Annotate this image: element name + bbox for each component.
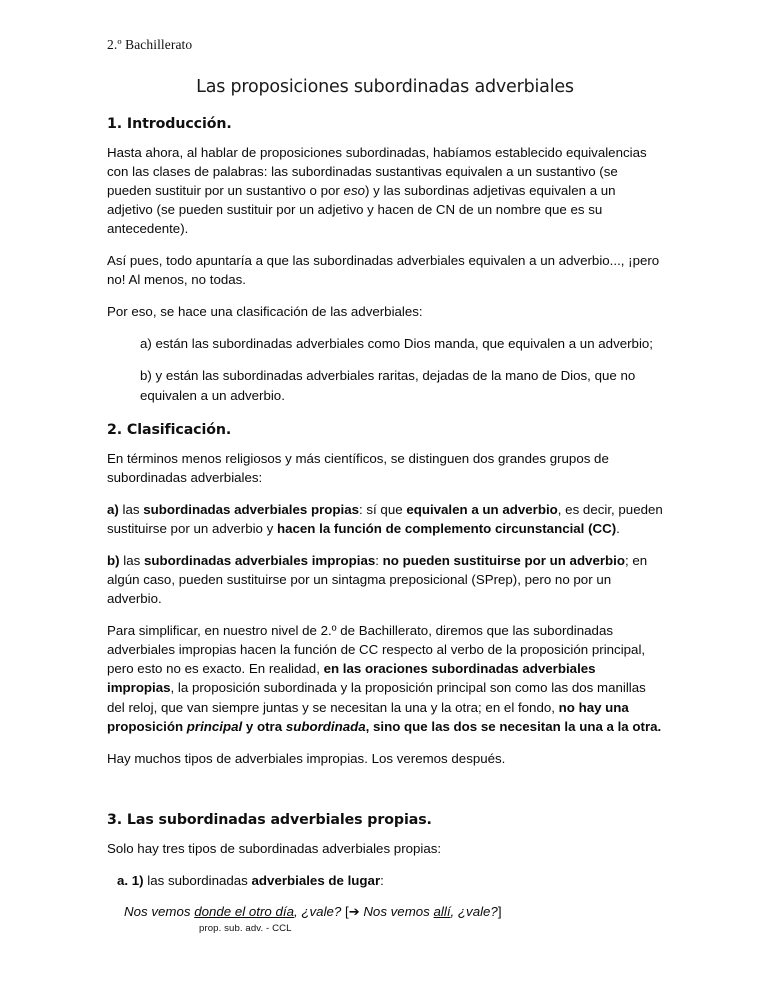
paragraph-equivalencias [107, 143, 663, 238]
text-fragment: : [375, 552, 383, 568]
bold-fragment: hacen la función de complemento circunstancial (CC) [277, 520, 617, 536]
section-heading-introduccion: 1. Introducción. [107, 115, 232, 132]
text-fragment: , la proposición subordinada y la proposición principal son como las dos manillas del reloj, que van siempre juntas y se necesitan la una y la otra; en el fondo, [107, 680, 646, 715]
bold-fragment: adverbiales de lugar [251, 872, 381, 888]
label-b: b) [107, 552, 120, 568]
text-fragment: : sí que [359, 501, 407, 517]
italic-eso: eso [343, 182, 365, 198]
paragraph-impropias [107, 551, 663, 608]
bold-fragment: en las oraciones subordinadas adverbiales impropias [107, 661, 596, 696]
paragraph-tres-tipos: Solo hay tres tipos de subordinadas adverbiales propias: [107, 840, 442, 856]
bold-fragment: y otra [242, 718, 286, 734]
text-fragment: , ¿vale? [450, 903, 498, 919]
paragraph-muchos-tipos: Hay muchos tipos de adverbiales impropias. Los veremos después. [107, 750, 506, 766]
example-block [124, 903, 663, 935]
text-fragment: : [380, 872, 384, 888]
bold-fragment: no hay una proposición [107, 699, 629, 734]
page-title: Las proposiciones subordinadas adverbiales [196, 76, 574, 97]
bold-fragment: , sino que las dos se necesitan la una a la otra. [365, 718, 662, 734]
bold-fragment: subordinadas adverbiales propias [143, 501, 359, 517]
text-fragment: Nos vemos [124, 903, 195, 919]
text-fragment: las [119, 552, 144, 568]
text-fragment: , ¿vale? [294, 903, 346, 919]
text-fragment: Hasta ahora, al hablar de proposiciones subordinadas, habíamos establecido equivalencias con las clases de palabras: las subordinadas sustantivas equivalen a un sustantivo (se pueden sustituir por un sustantivo o por [107, 144, 647, 198]
paragraph-asi-pues: Así pues, todo apuntaría a que las subordinadas adverbiales equivalen a un adverbio..., ¡pero no! Al menos, no todas. [107, 253, 660, 288]
label-a: a) [107, 501, 119, 517]
text-fragment: ) y las subordinas adjetivas equivalen a un adjetivo (se pueden sustituir por un adjetivo y hacen de CN de un nombre que es su antecedente). [107, 182, 616, 237]
list-item-a: a) están las subordinadas adverbiales como Dios manda, que equivalen a un adverbio; [140, 336, 653, 352]
bold-fragment: subordinadas adverbiales impropias [143, 552, 376, 568]
bold-italic-principal: principal [186, 718, 243, 734]
running-header: 2.º Bachillerato [107, 37, 193, 52]
list-item-a1 [117, 871, 663, 890]
text-fragment: Nos vemos [359, 903, 434, 919]
example-annotation: prop. sub. adv. - CCL [199, 923, 292, 935]
text-fragment: ; en algún caso, pueden sustituirse por un sintagma preposicional (SPrep), pero no por un adverbio. [107, 552, 648, 607]
text-fragment: las subordinadas [143, 872, 252, 888]
list-item-b: b) y están las subordinadas adverbiales raritas, dejadas de la mano de Dios, que no equivalen a un adverbio. [140, 368, 636, 403]
arrow-right-icon: ➔ [348, 904, 360, 920]
underlined-subordinada: donde el otro día [194, 903, 295, 919]
paragraph-para-simplificar [107, 621, 663, 735]
paragraph-terminos-cientificos: En términos menos religiosos y más científicos, se distinguen dos grandes grupos de subordinadas adverbiales: [107, 450, 609, 485]
bold-italic-subordinada: subordinada [285, 718, 366, 734]
bold-fragment: equivalen a un adverbio [406, 501, 558, 517]
text-fragment: . [616, 520, 620, 536]
document-content [107, 38, 663, 935]
bold-fragment: no pueden sustituirse por un adverbio [382, 552, 625, 568]
section-heading-propias: 3. Las subordinadas adverbiales propias. [107, 811, 432, 828]
section-heading-clasificacion: 2. Clasificación. [107, 421, 232, 438]
example-sentence [124, 903, 663, 922]
text-fragment: Para simplificar, en nuestro nivel de 2.º de Bachillerato, diremos que las subordinadas adverbiales impropias hacen la función de CC respecto al verbo de la proposición principal, pero esto no es exacto. En realidad, [107, 623, 646, 677]
paragraph-clasificacion-intro: Por eso, se hace una clasificación de las adverbiales: [107, 304, 423, 320]
bracket-close-icon: ] [497, 903, 502, 919]
text-fragment: las [118, 501, 144, 517]
text-fragment: , es decir, pueden sustituirse por un adverbio y [107, 501, 663, 536]
underlined-alli: allí [433, 903, 451, 919]
label-a1: a. 1) [117, 872, 144, 888]
paragraph-propias [107, 500, 663, 538]
bracket-open-icon: [ [345, 903, 349, 919]
